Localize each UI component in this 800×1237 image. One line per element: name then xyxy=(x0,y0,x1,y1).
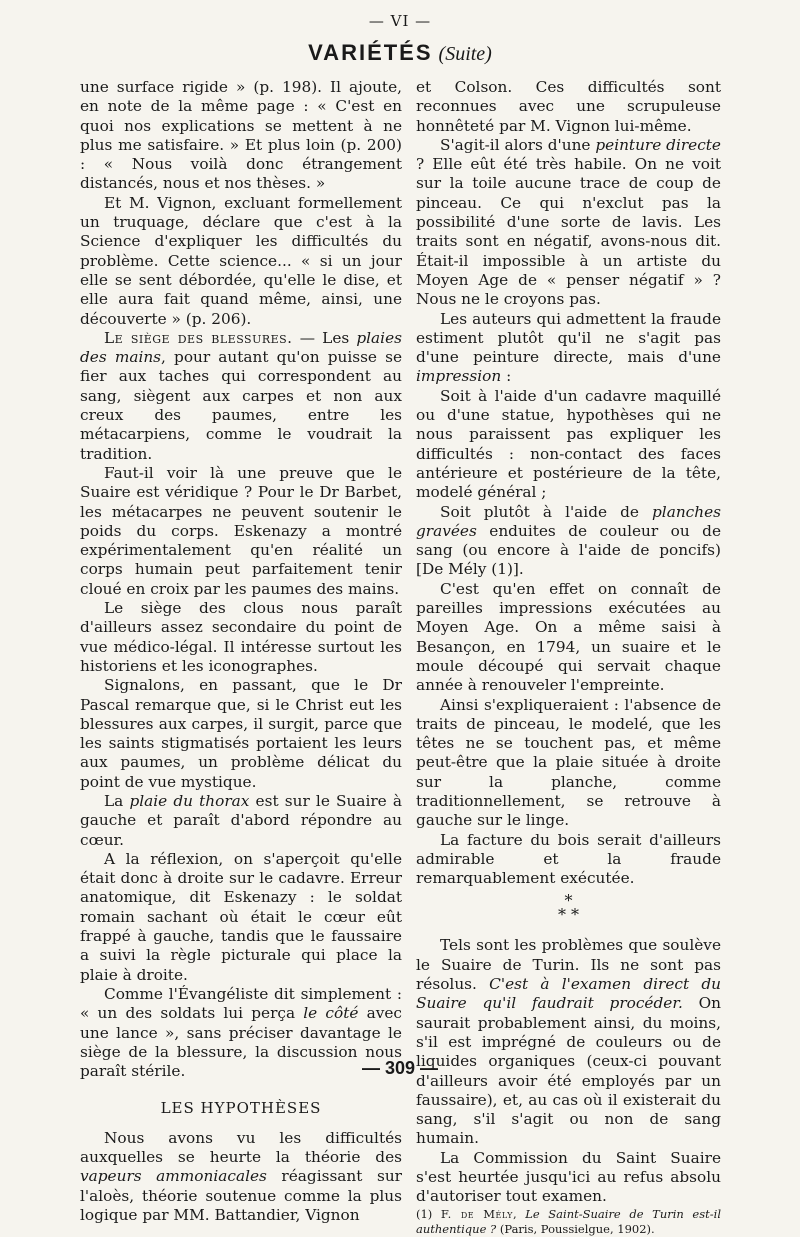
paragraph xyxy=(416,503,721,580)
paragraph xyxy=(416,136,721,310)
text-run: On saurait probablement ainsi, du moins, s'il est imprégné de couleurs ou de liquides organiques (ceux-ci pouvant d'ailleurs avoir été employés par un faussaire), et, au cas où il existerait du sang, s'il s'agit ou non de sang humain. xyxy=(416,994,721,1148)
paragraph: A la réflexion, on s'aperçoit qu'elle était donc à droite sur le cadavre. Erreur anatomique, dit Eskenazy : le soldat romain sachant où était le cœur eût frappé à gauche, tandis que le faussaire a suivi la règle picturale qui place la plaie à droite. xyxy=(80,849,402,984)
paragraph: Et M. Vignon, excluant formellement un truquage, déclare que c'est à la Science d'expliquer les difficultés du problème. Cette science... « si un jour elle se sent débordée, qu'elle le dise, et elle aura fait quand même, ainsi, une découverte » (p. 206). xyxy=(80,193,402,328)
paragraph: Signalons, en passant, que le Dr Pascal remarque que, si le Christ eut les blessures aux carpes, il surgit, parce que les saints stigmatisés portaient les leurs aux paumes, un problème délicat du point de vue mystique. xyxy=(80,676,402,791)
paragraph xyxy=(80,1129,402,1225)
paragraph: Faut-il voir là une preuve que le Suaire est véridique ? Pour le Dr Barbet, les métacarpes ne peuvent soutenir le poids du corps. Eskenazy a montré expérimentalement qu'en réalité un corps humain peut parfaitement tenir cloué en croix par les paumes des mains. xyxy=(80,463,402,598)
italic-text: plaie du thorax xyxy=(129,791,250,810)
italic-text: peinture directe xyxy=(595,135,721,154)
italic-text: impression xyxy=(416,367,502,386)
footnote-publisher: (Paris, Poussielgue, 1902). xyxy=(496,1221,655,1236)
paragraph xyxy=(80,792,402,850)
paragraph: une surface rigide » (p. 198). Il ajoute, en note de la même page : « C'est en quoi nos explications se mettent à ne plus me satisfaire. » Et plus loin (p. 200) : « Nous voilà donc étrangement distancés, nous et nos thèses. » xyxy=(80,78,402,193)
text-run: Les auteurs qui admettent la fraude estiment plutôt qu'il ne s'agit pas d'une peinture directe, mais d'une xyxy=(416,309,721,367)
paragraph: et Colson. Ces difficultés sont reconnues avec une scrupuleuse honnêteté par M. Vignon lui-même. xyxy=(416,78,721,135)
footnote-number: (1) xyxy=(416,1206,441,1221)
text-run: : xyxy=(501,367,512,386)
text-run: est sur le Suaire à gauche et paraît d'abord répondre au cœur. xyxy=(80,791,403,849)
asterism-stars-bottom: * * xyxy=(557,905,580,925)
header-title: VARIÉTÉS xyxy=(308,40,433,65)
text-run: La xyxy=(104,791,130,810)
footnote-title: Le Saint-Suaire de Turin est-il authentique ? xyxy=(416,1206,721,1236)
text-run: avec une lance », sans préciser davantage le siège de la blessure, la discussion nous paraît stérile. xyxy=(80,1004,402,1081)
section-heading: LES HYPOTHÈSES xyxy=(160,1099,322,1118)
paragraph: C'est qu'en effet on connaît de pareilles impressions exécutées au Moyen Age. On a même saisi à Besançon, en 1794, un suaire et le moule découpé qui servait chaque année à renouveler l'empreinte. xyxy=(416,579,721,695)
page-roman-numeral: — VI — xyxy=(368,12,432,30)
footnote-author: F. de Mély xyxy=(440,1206,513,1221)
asterism-star-top: * xyxy=(564,891,573,911)
page-header xyxy=(0,40,800,66)
footnote xyxy=(416,1207,721,1237)
paragraph: Soit à l'aide d'un cadavre maquillé ou d'une statue, hypothèses qui ne nous paraissent pas expliquer les difficultés : non-contact des faces antérieure et postérieure de la tête, modelé général ; xyxy=(416,386,721,502)
paragraph xyxy=(416,936,721,1148)
text-run: Soit plutôt à l'aide de xyxy=(440,502,653,521)
text-run: Tels sont les problèmes que soulève le Suaire de Turin. Ils ne sont pas résolus. xyxy=(416,936,721,994)
text-run: réagissant sur l'aloès, théorie soutenue comme la plus logique par MM. Battandier, Vignon xyxy=(80,1167,402,1224)
text-run: ? Elle eût été très habile. On ne voit sur la toile aucune trace de coup de pinceau. Ce qui n'exclut pas la possibilité d'une sorte de lavis. Les traits sont en négatif, avons-nous dit. Était-il impossible à un artiste du Moyen Age de « penser négatif » ? Nous ne le croyons pas. xyxy=(416,155,721,309)
text-run: , pour autant qu'on puisse se fier aux taches qui correspondent au sang, siègent aux carpes et non aux creux des paumes, entre les métacarpiens, comme le voudrait la tradition. xyxy=(80,348,403,463)
text-run: — Les xyxy=(292,328,357,347)
header-subtitle: (Suite) xyxy=(438,43,492,65)
run-in-heading: Le siège des blessures. xyxy=(104,328,293,347)
paragraph: Ainsi s'expliqueraient : l'absence de traits de pinceau, le modelé, que les têtes ne se touchent pas, et même peut-être que la plaie située à droite sur la planche, comme traditionnellement, se retrouve à gauche sur le linge. xyxy=(416,695,721,830)
left-column xyxy=(80,78,402,1225)
paragraph xyxy=(80,329,402,464)
asterism-divider xyxy=(416,891,721,925)
paragraph xyxy=(416,310,721,387)
italic-text: planches gravées xyxy=(416,502,721,540)
italic-text: C'est à l'examen direct du Suaire qu'il faudrait procéder. xyxy=(416,975,721,1013)
paragraph: Le siège des clous nous paraît d'ailleurs assez secondaire du point de vue médico-légal. Il intéresse surtout les historiens et les iconographes. xyxy=(80,599,402,675)
italic-text: plaies des mains xyxy=(80,328,402,367)
text-run: Nous avons vu les difficultés auxquelles se heurte la théorie des xyxy=(80,1128,402,1167)
italic-text: le côté xyxy=(303,1004,359,1023)
paragraph: La facture du bois serait d'ailleurs admirable et la fraude remarquablement exécutée. xyxy=(416,830,721,888)
text-run: S'agit-il alors d'une xyxy=(440,135,596,154)
paragraph: La Commission du Saint Suaire s'est heurtée jusqu'ici au refus absolu d'autoriser tout examen. xyxy=(416,1148,721,1206)
italic-text: vapeurs ammoniacales xyxy=(80,1167,267,1186)
text-run: enduites de couleur ou de sang (ou encore à l'aide de poncifs) [De Mély (1)]. xyxy=(416,521,721,579)
page-number: — 309 — xyxy=(361,1058,439,1078)
text-run: , xyxy=(512,1206,526,1221)
text-run: Comme l'Évangéliste dit simplement : « un des soldats lui perça xyxy=(80,984,402,1023)
